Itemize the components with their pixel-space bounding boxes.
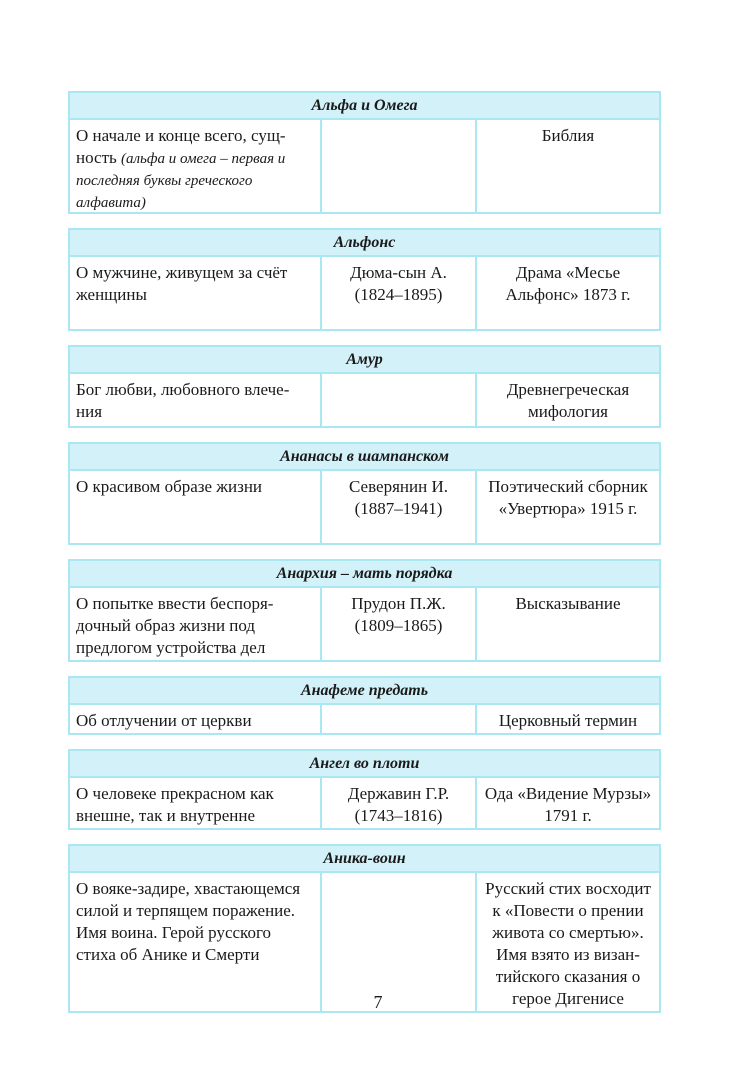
entry-angel-vo-ploti	[68, 749, 661, 830]
page-number: 7	[373, 992, 383, 1012]
entry-title: Ангел во плоти	[70, 751, 659, 778]
entries-list	[68, 91, 661, 1027]
entry-meaning: О вояке-задире, хвастающемся силой и терпящем поражение. Имя воина. Герой русского стиха об Анике и Смерти	[76, 879, 301, 964]
entry-author	[320, 374, 475, 426]
entry-title: Анархия – мать порядка	[70, 561, 659, 588]
entry-title: Альфа и Омега	[70, 93, 659, 120]
entry-title: Альфонс	[70, 230, 659, 257]
entry-source: Библия	[475, 120, 659, 212]
entry-anafeme-predat	[68, 676, 661, 735]
entry-anika-voin	[68, 844, 661, 1013]
entry-anarkhiya	[68, 559, 661, 662]
entry-row	[70, 873, 659, 1011]
entry-source: Поэтический сборник «Увертюра» 1915 г.	[475, 471, 659, 543]
entry-title: Амур	[70, 347, 659, 374]
entry-source: Высказывание	[475, 588, 659, 660]
entry-meaning: О красивом образе жизни	[76, 477, 263, 496]
entry-meaning: О мужчине, живущем за счёт женщины	[76, 263, 288, 304]
entry-source: Церковный термин	[475, 705, 659, 733]
entry-author	[320, 120, 475, 212]
entry-source: Древнегреческая мифология	[475, 374, 659, 426]
entry-meaning: О человеке прекрасном как внешне, так и внутренне	[76, 784, 274, 825]
entry-row	[70, 588, 659, 660]
entry-author: Северянин И. (1887–1941)	[320, 471, 475, 543]
entry-row	[70, 120, 659, 212]
entry-meaning-note: (альфа и омега – первая и последняя буквы греческого алфавита)	[76, 151, 286, 211]
entry-meaning-cell	[70, 120, 320, 212]
entry-author: Дюма-сын А. (1824–1895)	[320, 257, 475, 329]
entry-title: Анафеме предать	[70, 678, 659, 705]
entry-author: Прудон П.Ж. (1809–1865)	[320, 588, 475, 660]
entry-row	[70, 374, 659, 426]
entry-meaning: О начале и конце всего, сущ-ность	[76, 126, 286, 167]
entry-title: Ананасы в шампанском	[70, 444, 659, 471]
entry-row	[70, 257, 659, 329]
entry-row	[70, 778, 659, 828]
entry-title: Аника-воин	[70, 846, 659, 873]
entry-meaning: Об отлучении от церкви	[76, 711, 252, 730]
entry-alfons	[68, 228, 661, 331]
entry-meaning: О попытке ввести беспоря-дочный образ жизни под предлогом устройства дел	[76, 594, 274, 657]
entry-source: Драма «Месье Альфонс» 1873 г.	[475, 257, 659, 329]
entry-author: Державин Г.Р. (1743–1816)	[320, 778, 475, 828]
entry-ananasy-v-shampanskom	[68, 442, 661, 545]
entry-amur	[68, 345, 661, 428]
entry-row	[70, 705, 659, 733]
entry-source: Русский стих восходит к «Повести о прении живота со смертью». Имя взято из визан-тийского сказания о герое Дигенисе	[475, 873, 659, 1011]
entry-source: Ода «Видение Мурзы» 1791 г.	[475, 778, 659, 828]
entry-row	[70, 471, 659, 543]
entry-author	[320, 705, 475, 733]
entry-alfa-i-omega	[68, 91, 661, 214]
entry-meaning: Бог любви, любовного влече-ния	[76, 380, 290, 421]
entry-author	[320, 873, 475, 1011]
